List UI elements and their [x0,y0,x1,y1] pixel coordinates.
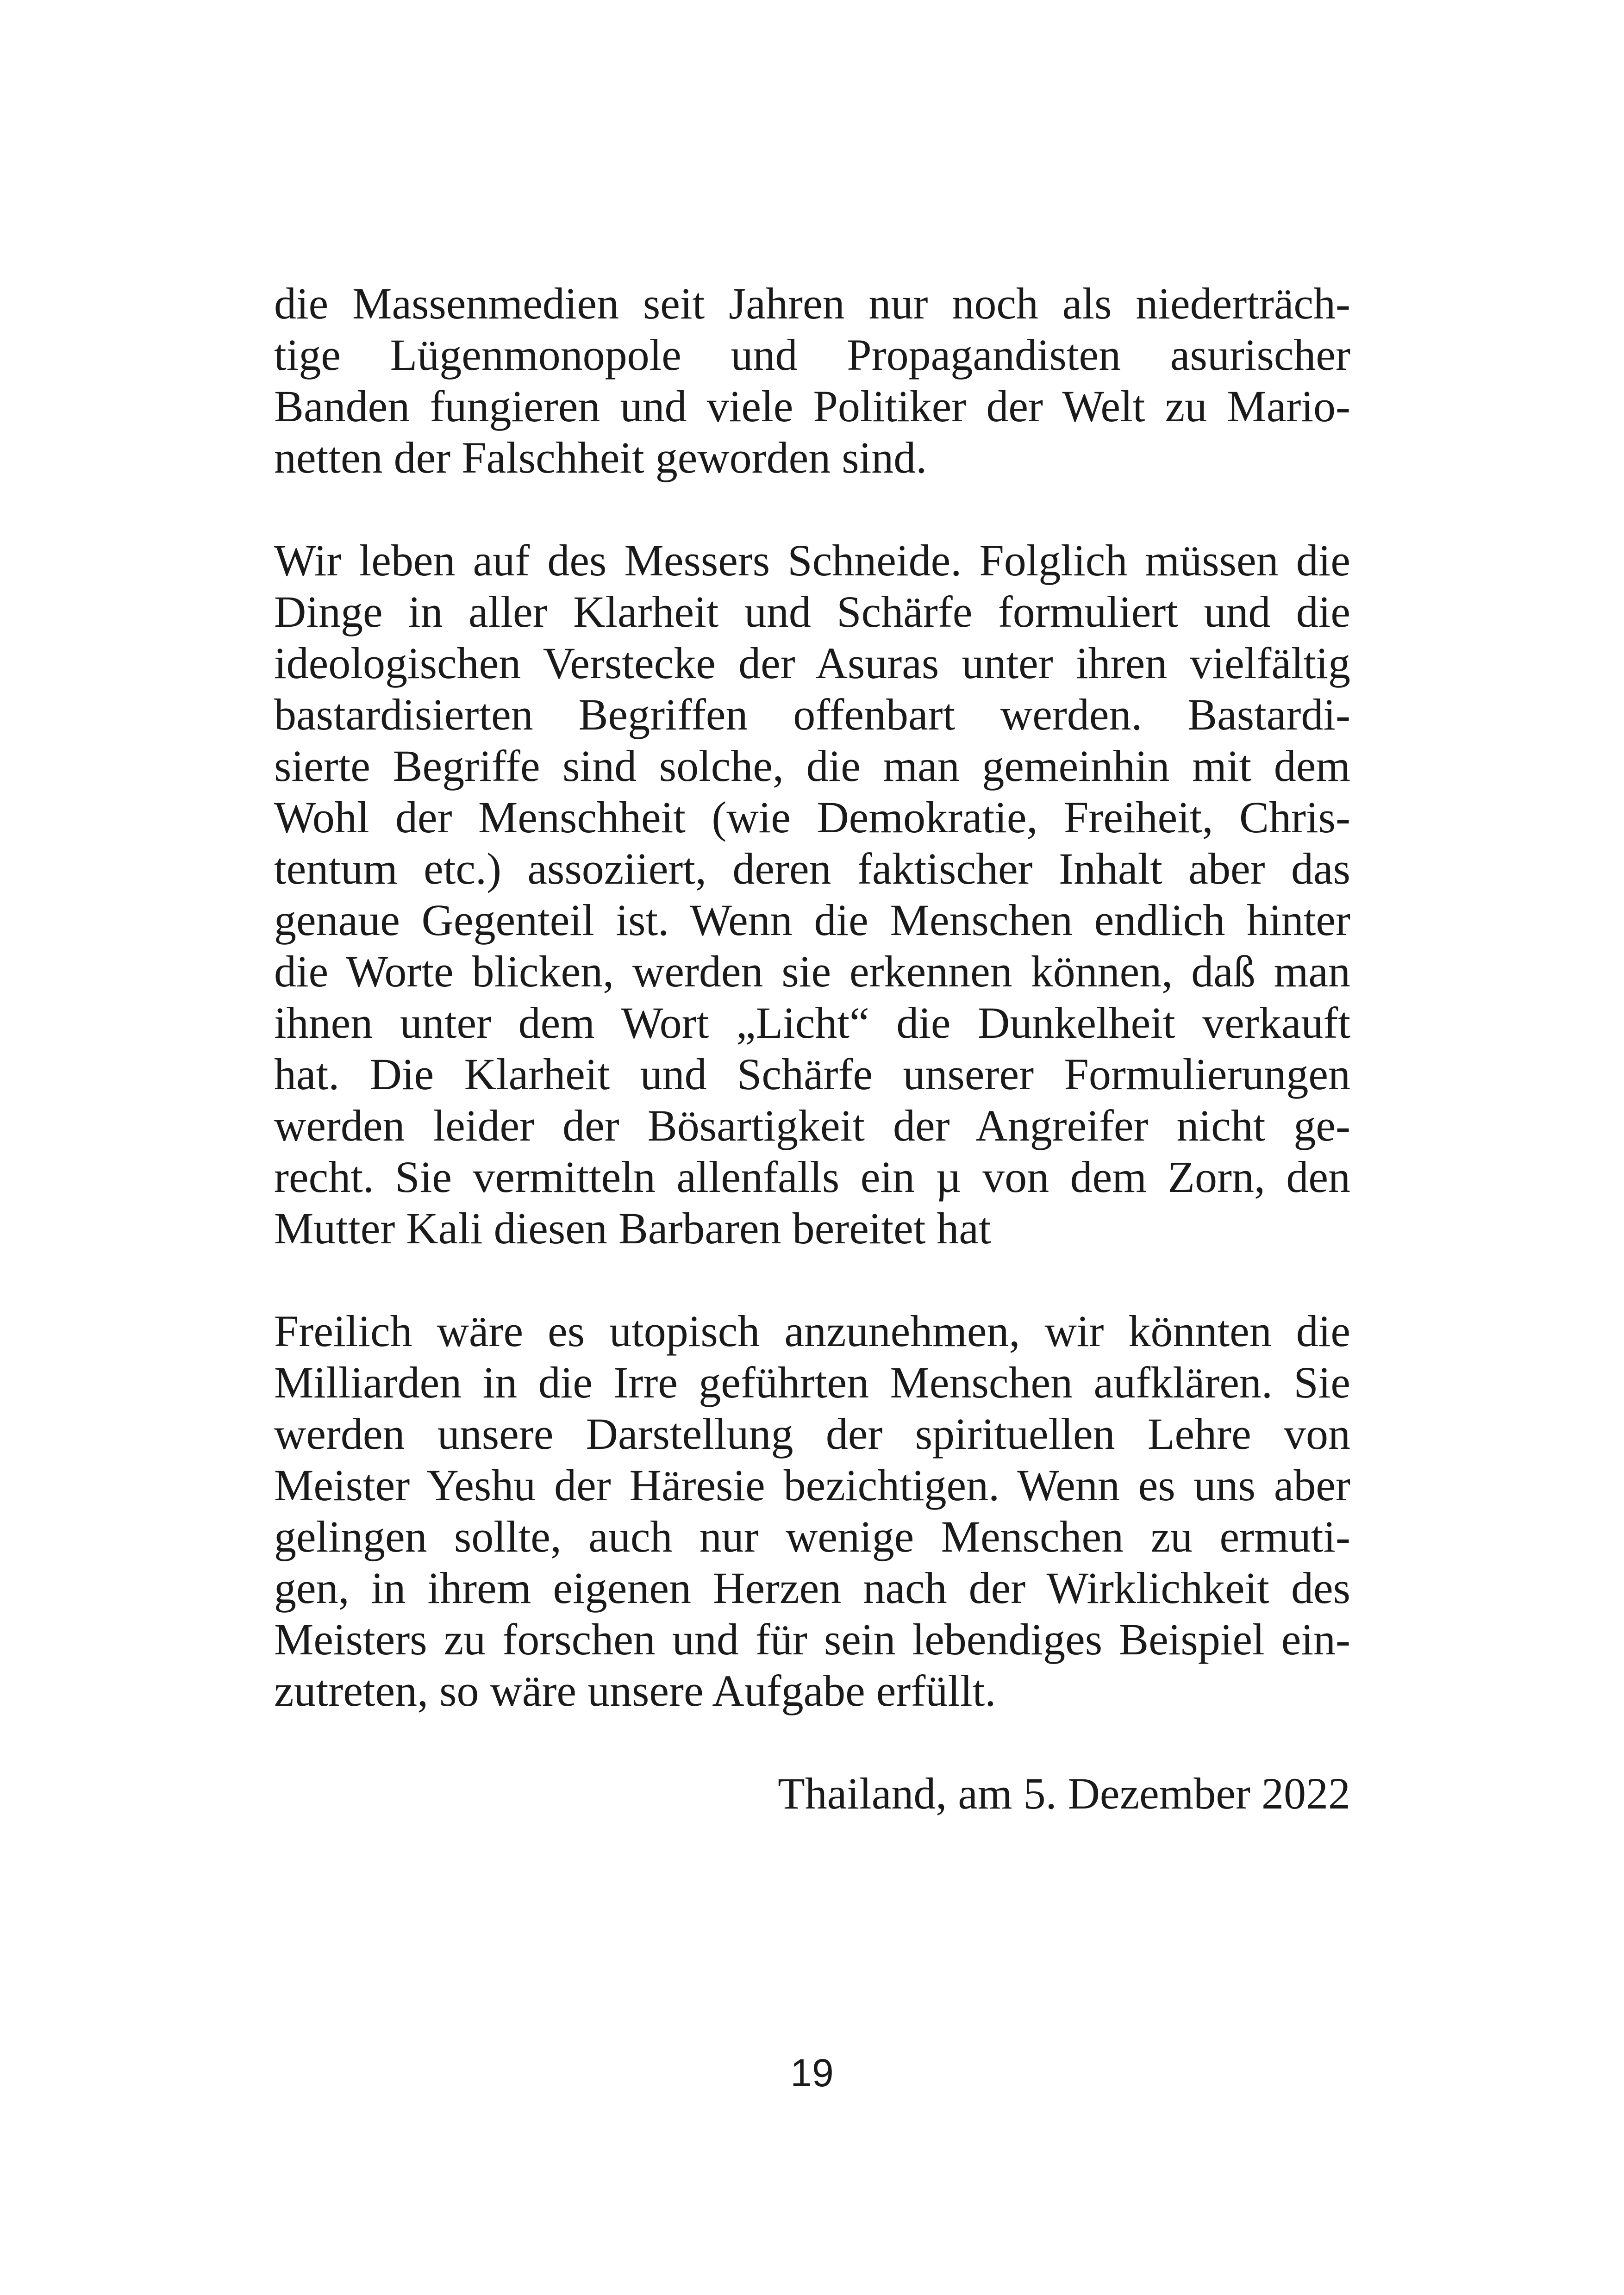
text-line: ihnen unter dem Wort „Licht“ die Dunkelheit verkauft [274,998,1350,1048]
text-line: tige Lügenmonopole und Propagandisten asurischer [274,330,1350,380]
text-line: hat. Die Klarheit und Schärfe unserer Formulierungen [274,1049,1350,1099]
text-line: Milliarden in die Irre geführten Menschen aufklären. Sie [274,1358,1350,1407]
text-line: Wohl der Menschheit (wie Demokratie, Freiheit, Chris- [274,792,1350,842]
text-line: werden unsere Darstellung der spirituellen Lehre von [274,1409,1350,1459]
text-line: Freilich wäre es utopisch anzunehmen, wir könnten die [274,1306,1350,1356]
text-line: recht. Sie vermitteln allenfalls ein µ von dem Zorn, den [274,1152,1350,1202]
signature-block [274,1768,1350,1819]
text-line: ideologischen Verstecke der Asuras unter ihren vielfältig [274,638,1350,688]
text-line: sierte Begriffe sind solche, die man gemeinhin mit dem [274,741,1350,791]
text-line: Dinge in aller Klarheit und Schärfe formuliert und die [274,587,1350,636]
text-line: die Worte blicken, werden sie erkennen können, daß man [274,947,1350,996]
text-line: Banden fungieren und viele Politiker der Welt zu Mario- [274,381,1350,431]
place-date-signature: Thailand, am 5. Dezember 2022 [778,1769,1350,1818]
text-line: bastardisierten Begriffen offenbart werden. Bastardi- [274,690,1350,739]
text-line: Meister Yeshu der Häresie bezichtigen. Wenn es uns aber [274,1460,1350,1510]
text-line: gelingen sollte, auch nur wenige Menschen zu ermuti- [274,1512,1350,1561]
paragraph-1 [274,278,1350,483]
page-number: 19 [790,2051,834,2095]
text-line: werden leider der Bösartigkeit der Angreifer nicht ge- [274,1101,1350,1150]
text-line: die Massenmedien seit Jahren nur noch als niederträch- [274,279,1350,328]
text-line: tentum etc.) assoziiert, deren faktischer Inhalt aber das [274,844,1350,893]
paragraph-2 [274,535,1350,1254]
text-line: Meisters zu forschen und für sein lebendiges Beispiel ein- [274,1615,1350,1664]
text-line: Mutter Kali diesen Barbaren bereitet hat [274,1204,991,1253]
paragraph-3 [274,1305,1350,1716]
text-line: gen, in ihrem eigenen Herzen nach der Wirklichkeit des [274,1563,1350,1613]
text-line: netten der Falschheit geworden sind. [274,433,927,482]
text-line: zutreten, so wäre unsere Aufgabe erfüllt. [274,1666,996,1715]
body-text [274,278,1350,1871]
text-line: Wir leben auf des Messers Schneide. Folglich müssen die [274,536,1350,585]
text-line: genaue Gegenteil ist. Wenn die Menschen endlich hinter [274,895,1350,945]
